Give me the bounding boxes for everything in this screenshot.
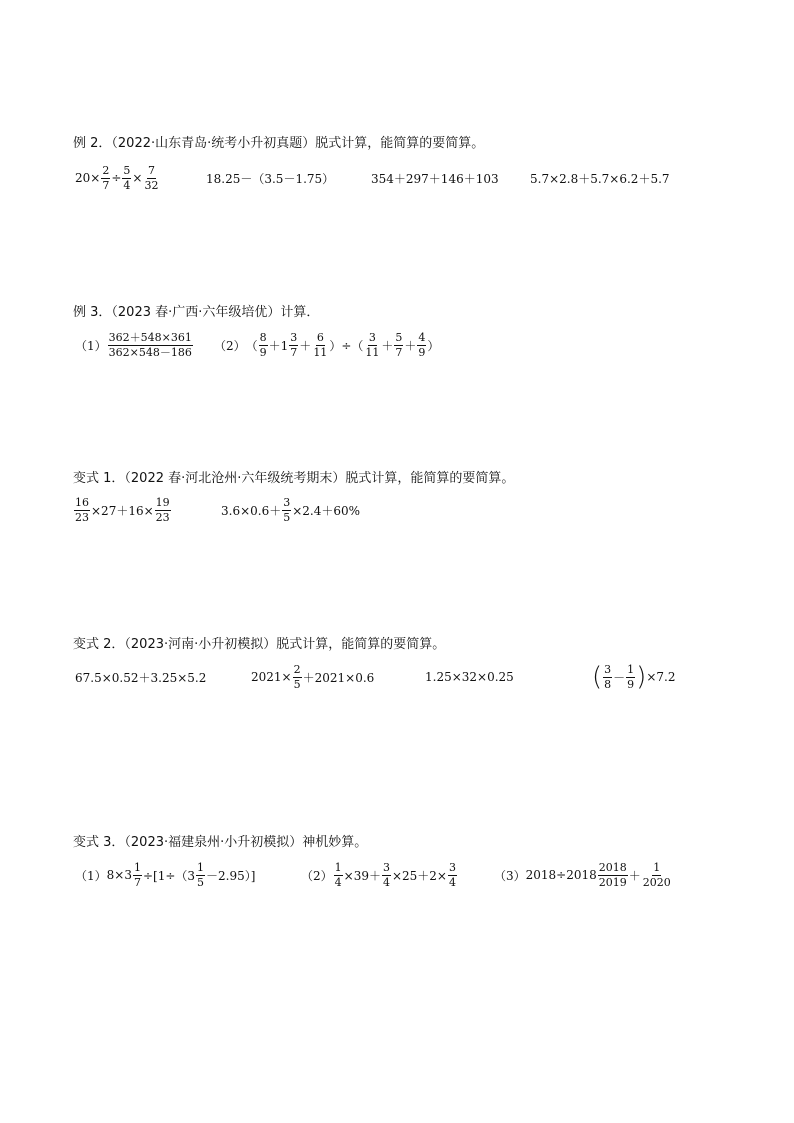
example-2-heading: 例 2．（2022·山东青岛·统考小升初真题）脱式计算，能简算的要简算。 [73,136,485,151]
fraction [603,664,612,690]
numerator: 8 [259,330,267,344]
numerator: 3 [448,860,456,874]
expr-text: ×2.4＋60% [292,503,361,518]
operator: ＋ [299,338,312,353]
numerator: 2018 [598,860,627,874]
denominator: 9 [418,345,426,359]
fraction [312,332,328,358]
denominator: 7 [102,178,110,192]
numerator: 2 [102,163,110,177]
denominator: 7 [395,345,403,359]
paren: ( [592,662,603,692]
denominator: 4 [334,875,342,889]
fraction [382,862,391,888]
variant-3-expr-3 [494,862,673,888]
denominator: 7 [133,875,141,889]
numerator: 5 [395,330,403,344]
example-2-expr-1 [75,165,160,191]
denominator: 2019 [598,875,627,889]
fraction [334,862,343,888]
variant-1-expr-2 [221,497,360,523]
expr-text: ×7.2 [646,670,676,684]
numerator: 1 [653,860,661,874]
operator: ＋ [381,338,394,353]
numerator: 2 [293,662,301,676]
variant-2-expr-1: 67.5×0.52＋3.25×5.2 [75,670,207,685]
variant-1-expr-1 [73,497,172,523]
example-3-expressions [0,325,794,365]
numerator: 3 [604,662,612,676]
example-3-expr-2 [214,332,439,358]
denominator: 362×548－186 [108,345,192,359]
fraction [133,862,142,888]
operator: － [613,670,626,685]
variant-2-heading: 变式 2．（2023·河南·小升初模拟）脱式计算，能简算的要简算。 [73,637,446,652]
numerator: 1 [627,662,635,676]
numerator: 16 [75,495,89,509]
expr-text: ＋2021×0.6 [302,670,375,685]
fraction [282,497,291,523]
denominator: 4 [382,875,390,889]
fraction [196,862,205,888]
item-label: （1） [75,868,107,883]
denominator: 32 [144,178,159,192]
item-label: （2） [214,338,246,353]
variant-2-expr-4 [592,664,675,690]
expr-text: ×25＋2× [391,868,447,883]
numerator: 7 [147,163,155,177]
operator: ＋1 [268,338,289,353]
example-2-expressions [0,158,794,198]
paren: ） [427,338,440,353]
variant-1-heading: 变式 1．（2022 春·河北沧州·六年级统考期末）脱式计算，能简算的要简算。 [73,471,515,486]
variant-3-expressions [0,855,794,895]
operator: ＋ [628,868,641,883]
numerator: 362＋548×361 [108,330,192,344]
fraction [108,332,193,358]
fraction [293,664,302,690]
expr-text: ÷[1÷（3 [142,868,196,883]
numerator: 19 [155,495,170,509]
denominator: 5 [283,510,291,524]
numerator: 6 [316,330,324,344]
variant-2-expressions [0,657,794,697]
variant-2-expr-2 [251,664,374,690]
numerator: 5 [123,163,131,177]
operator: ＋ [404,338,417,353]
numerator: 1 [133,860,141,874]
numerator: 3 [368,330,376,344]
example-3-heading: 例 3．（2023 春·广西·六年级培优）计算． [73,305,320,320]
fraction [101,165,110,191]
expr-text: 20× [75,171,101,185]
operator: × [132,171,143,185]
fraction [74,497,90,523]
example-3-expr-1 [75,332,194,358]
fraction [626,664,635,690]
example-2-expr-2: 18.25－（3.5－1.75） [206,171,335,186]
fraction [642,862,672,888]
item-label: （3） [494,868,526,883]
expr-text: 2018÷2018 [525,868,597,882]
fraction [155,497,171,523]
numerator: 3 [382,860,390,874]
denominator: 8 [604,677,612,691]
denominator: 5 [293,677,301,691]
numerator: 3 [290,330,298,344]
fraction [448,862,457,888]
denominator: 9 [627,677,635,691]
paren: ）÷（ [329,338,364,353]
operator: ÷ [111,171,122,185]
fraction [417,332,426,358]
denominator: 4 [123,178,131,192]
denominator: 4 [448,875,456,889]
fraction [598,862,628,888]
item-label: （2） [301,868,333,883]
expr-text: 3.6×0.6＋ [221,503,282,518]
variant-3-expr-2 [301,862,458,888]
expr-text: 8×3 [106,868,132,882]
example-2-expr-4: 5.7×2.8＋5.7×6.2＋5.7 [530,171,670,186]
item-label: （1） [75,338,107,353]
example-2-expr-3: 354＋297＋146＋103 [371,171,499,186]
expr-text: 2021× [251,670,292,684]
fraction [143,165,159,191]
expr-text: ×27＋16× [91,503,154,518]
denominator: 11 [365,345,380,359]
fraction [364,332,380,358]
fraction [394,332,403,358]
variant-1-expressions [0,490,794,530]
paren: ) [636,662,647,692]
denominator: 2020 [642,875,671,889]
variant-2-expr-3: 1.25×32×0.25 [425,670,514,684]
denominator: 5 [197,875,205,889]
numerator: 4 [418,330,426,344]
denominator: 9 [259,345,267,359]
numerator: 1 [334,860,342,874]
fraction [289,332,298,358]
expr-text: ×39＋ [343,868,381,883]
fraction [259,332,268,358]
expr-text: －2.95）] [206,868,256,883]
fraction [122,165,131,191]
denominator: 23 [75,510,89,524]
numerator: 1 [197,860,205,874]
denominator: 23 [155,510,170,524]
variant-3-expr-1 [75,862,255,888]
denominator: 11 [313,345,328,359]
variant-3-heading: 变式 3．（2023·福建泉州·小升初模拟）神机妙算。 [73,835,368,850]
denominator: 7 [290,345,298,359]
paren: （ [245,338,258,353]
numerator: 3 [283,495,291,509]
